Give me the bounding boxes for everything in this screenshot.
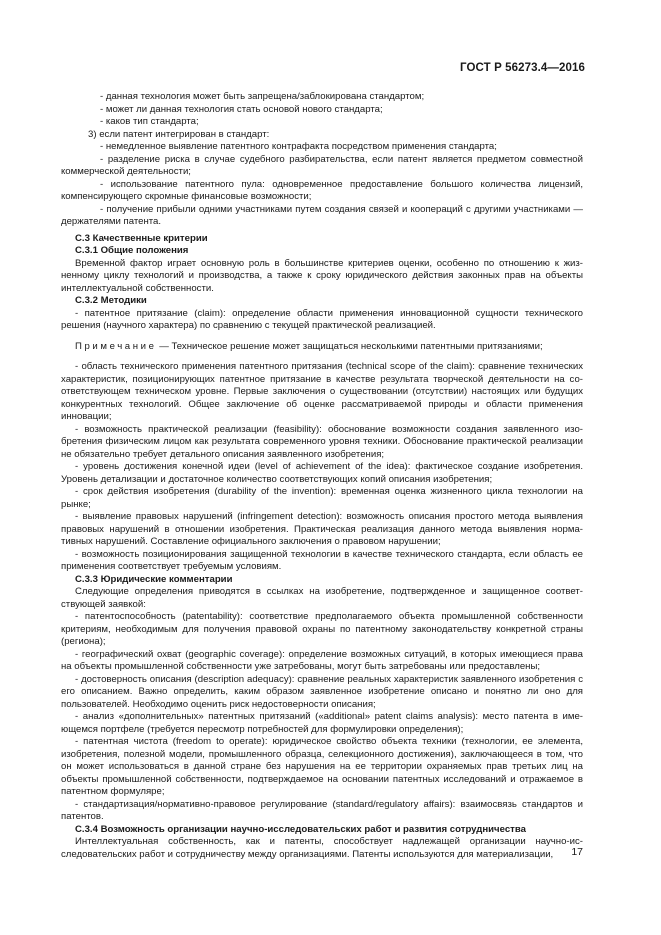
page-number: 17 — [571, 846, 583, 858]
list-item: - данная технология может быть запрещена/заблокирована стандартом; — [100, 91, 425, 102]
list-item: - географический охват (geographic coverage): определение возможных ситуаций, в которых имеющиеся права на объекты промышленной собственности уже затребованы, могут быть затребованы или предоставлены; — [61, 648, 583, 672]
document-code: ГОСТ Р 56273.4—2016 — [460, 62, 585, 74]
list-item: - патентная чистота (freedom to operate): юридическое свойство объекта техники (технологии, ее элемента, изобретения, полезной модели, промышленного образца, селекционного достижения), заключающееся в том, что он может использоваться в данной стране без нарушения на ее территории охраняемых прав третьих лиц на объекты промышленной собственности, подтверждаемое на основании патентных исследований и отражаемое в патентном формуляре; — [61, 736, 583, 797]
list-item: - может ли данная технология стать основой нового стандарта; — [100, 103, 383, 115]
list-item: - срок действия изобретения (durability of the invention): временная оценка жизненного цикла технологии на рынке; — [61, 486, 583, 510]
list-item: - разделение риска в случае судебного разбирательства, если патент является предметом совместной коммерческой деятельности; — [61, 153, 583, 177]
list-item: - возможность практической реализации (feasibility): обоснование возможности создания заявленного изобретения физическим лицом как результата современного уровня техники. Обоснование практической реализации не обязательно требует детального описания заявленного изобретения; — [61, 423, 583, 460]
list-item: - возможность позиционирования защищенной технологии в качестве технического стандарта, если область ее применения соответствует требуемым условиям. — [61, 548, 583, 572]
paragraph: Временной фактор играет основную роль в большинстве критериев оценки, особенно по отношению к жизненному циклу технологий и производства, а также к сроку юридического действия законных прав на объекты интеллектуальной собственности. — [61, 257, 583, 294]
note-label: Примечание — [75, 340, 157, 352]
list-item: 3) если патент интегрирован в стандарт: — [88, 128, 270, 140]
list-item: - использование патентного пула: одновременное предоставление большого количества лицензий, компенсирующего скромные финансовые возможности; — [61, 178, 583, 202]
list-item: - немедленное выявление патентного контрафакта посредством применения стандарта; — [100, 141, 497, 152]
note-text: — Техническое решение может защищаться несколькими патентными притязаниями; — [156, 340, 543, 352]
subsection-heading: С.3.4 Возможность организации научно-исследовательских работ и развития сотрудничества — [75, 823, 526, 835]
list-item: - каков тип стандарта; — [100, 116, 199, 127]
paragraph: Следующие определения приводятся в ссылках на изобретение, подтвержденное и защищенное соответствующей заявкой: — [61, 586, 583, 610]
list-item: - патентоспособность (patentability): соответствие предполагаемого объекта промышленной собственности критериям, необходимым для получения правовой охраны по патентному законодательству конкретной страны (региона); — [61, 611, 583, 647]
paragraph: Интеллектуальная собственность, как и патенты, способствует надлежащей организации научно-исследовательских работ и сотрудничеству между организациями. Патенты используются для материализации, — [61, 836, 583, 860]
list-item: - уровень достижения конечной идеи (level of achievement of the idea): фактическое создание изобретения. Уровень детализации и достаточное количество соответствующих копий описания изобретения; — [61, 461, 583, 485]
document-body — [61, 91, 583, 861]
list-item: - область технического применения патентного притязания (technical scope of the claim): сравнение технических характеристик, позиционирующих патентное притязание в качестве результата творческой деятельности на соответствующем техническом уровне. Первые заключения о существовании (отсутствии) настоящих или будущих конкурентных технологий. Общее заключение об оценке рассматриваемой природы и области применения инновации; — [61, 361, 583, 422]
list-item: - выявление правовых нарушений (infringement detection): возможность описания простого метода выявления правовых нарушений в отношении изобретения. Практическая реализация данного метода выявления нормативных нарушений. Составление официального заключения о правовом нарушении; — [61, 511, 583, 547]
subsection-heading: С.3.2 Методики — [75, 295, 147, 306]
list-item: - получение прибыли одними участниками путем создания связей и коопераций с другими участниками — держателями патента. — [61, 203, 583, 227]
list-item: - анализ «дополнительных» патентных притязаний («additional» patent claims analysis): место патента в имеющемся портфеле (требуется пересмотр потребностей для формулировки определения); — [61, 711, 583, 735]
section-heading: С.3 Качественные критерии — [75, 232, 208, 244]
list-item: - достоверность описания (description adequacy): сравнение реальных характеристик заявленного изобретения с его описанием. Важно определить, каким образом заявленное изобретение описано и понятно ли оно для пользователей. Необходимо оценить риск недостоверности описания; — [61, 673, 583, 710]
subsection-heading: С.3.1 Общие положения — [75, 245, 189, 256]
note — [61, 341, 583, 354]
list-item: - стандартизация/нормативно-правовое регулирование (standard/regulatory affairs): взаимосвязь стандартов и патентов. — [61, 798, 583, 822]
subsection-heading: С.3.3 Юридические комментарии — [75, 573, 233, 585]
list-item: - патентное притязание (claim): определение области применения инновационной сущности технического решения (научного характера) по сравнению с текущей практической реализацией. — [61, 307, 583, 331]
